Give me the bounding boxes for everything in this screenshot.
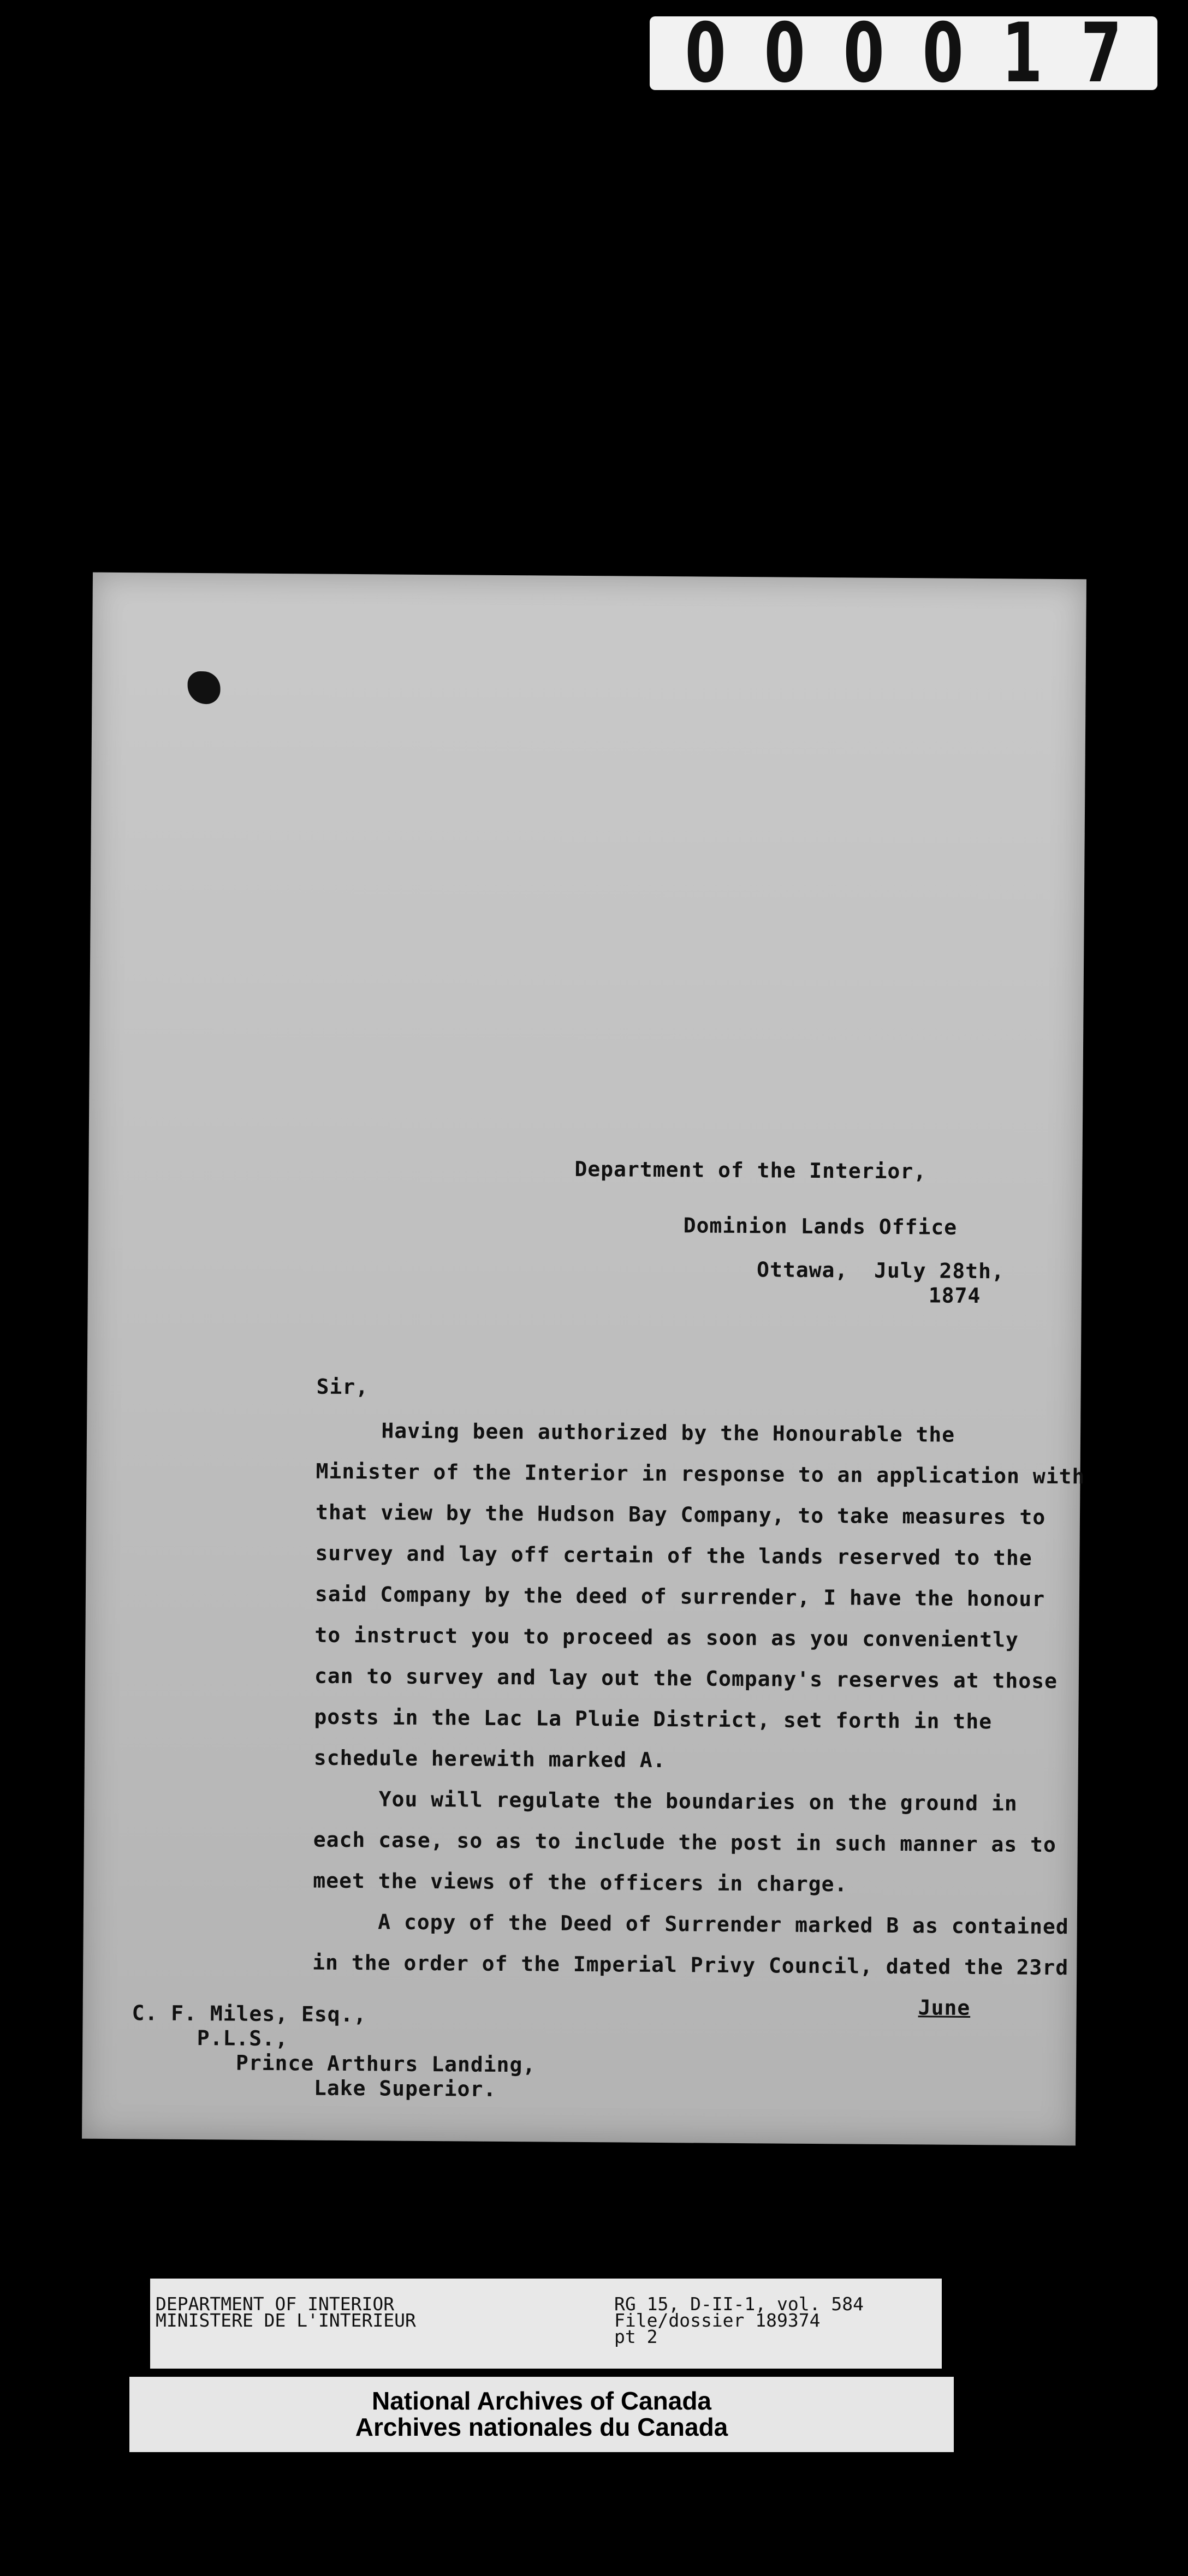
body-line: meet the views of the officers in charge. — [313, 1868, 848, 1897]
salutation: Sir, — [316, 1374, 369, 1399]
addressee-line: C. F. Miles, Esq., — [132, 2001, 367, 2027]
counter-digit: 1 — [1001, 5, 1043, 101]
letter-page — [82, 573, 1086, 2146]
body-line: posts in the Lac La Pluie District, set forth in the — [314, 1704, 993, 1734]
ink-stain — [187, 671, 220, 704]
body-line: survey and lay off certain of the lands reserved to the — [315, 1541, 1032, 1570]
body-line: in the order of the Imperial Privy Council, dated the 23rd — [312, 1950, 1069, 1980]
body-line: Having been authorized by the Honourable the — [316, 1418, 955, 1447]
body-line: each case, so as to include the post in such manner as to — [313, 1827, 1057, 1857]
counter-digit: 7 — [1080, 5, 1122, 101]
part-number: pt 2 — [614, 2326, 658, 2347]
letterhead-office: Dominion Lands Office — [683, 1213, 958, 1239]
archives-name-french: Archives nationales du Canada — [355, 2413, 728, 2441]
department-english: DEPARTMENT OF INTERIOR — [156, 2293, 395, 2315]
record-group-reference: RG 15, D-II-1, vol. 584 — [614, 2293, 864, 2315]
counter-digit: 0 — [685, 5, 727, 101]
addressee-line: P.L.S., — [132, 2025, 288, 2051]
archives-name-english: National Archives of Canada — [371, 2387, 711, 2415]
addressee-line: Lake Superior. — [131, 2074, 497, 2101]
addressee-line: Prince Arthurs Landing, — [131, 2050, 536, 2077]
archive-reference-label — [150, 2279, 942, 2369]
file-dossier-number: File/dossier 189374 — [614, 2310, 821, 2331]
body-line: said Company by the deed of surrender, I have the honour — [314, 1582, 1046, 1611]
frame-counter — [650, 5, 1157, 101]
body-line: Minister of the Interior in response to an application with — [316, 1459, 1085, 1489]
department-french: MINISTERE DE L'INTERIEUR — [156, 2310, 416, 2331]
body-line: You will regulate the boundaries on the ground in — [313, 1786, 1018, 1816]
catchword: June — [918, 1995, 971, 2020]
body-line: that view by the Hudson Bay Company, to take measures to — [315, 1500, 1046, 1529]
counter-digit: 0 — [764, 5, 806, 101]
letter-year: 1874 — [928, 1283, 981, 1308]
body-line: schedule herewith marked A. — [313, 1745, 666, 1773]
body-line: A copy of the Deed of Surrender marked B as contained — [312, 1909, 1069, 1939]
archives-banner — [129, 2377, 954, 2452]
body-line: to instruct you to proceed as soon as you conveniently — [314, 1623, 1019, 1652]
letterhead-department: Department of the Interior, — [574, 1156, 927, 1184]
body-line: can to survey and lay out the Company's reserves at those — [314, 1663, 1058, 1694]
counter-digit: 0 — [922, 5, 964, 101]
counter-digit: 0 — [843, 5, 885, 101]
letter-date: Ottawa, July 28th, — [756, 1257, 1005, 1284]
